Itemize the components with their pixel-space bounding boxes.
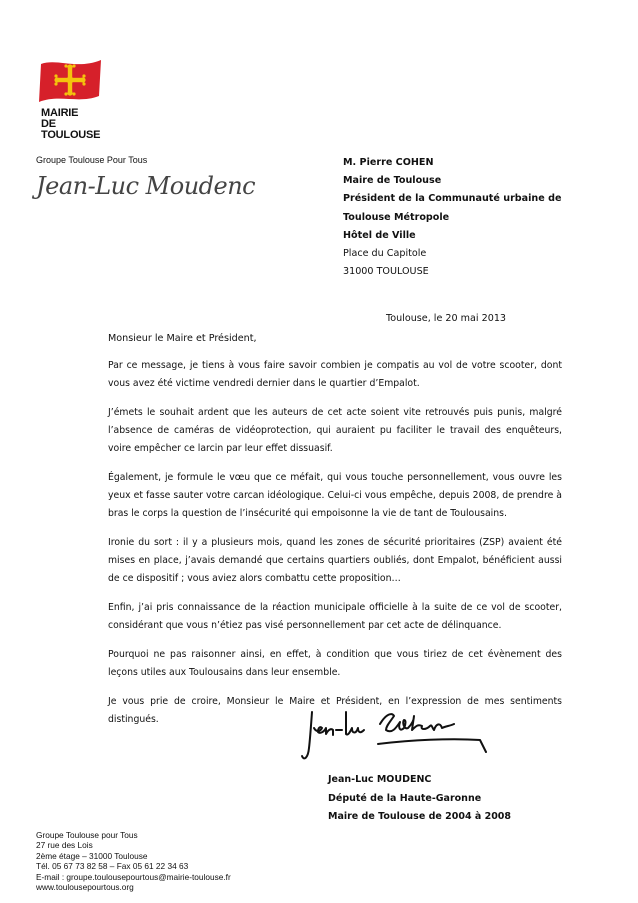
logo-line-2: DE [41,118,56,130]
recipient-line: Maire de Toulouse [343,175,442,187]
handwritten-signature [300,706,495,766]
signer-name: Jean-Luc MOUDENC [328,774,432,785]
recipient-address [343,154,603,281]
recipient-line: M. Pierre COHEN [343,157,434,168]
body-paragraph: J’émets le souhait ardent que les auteurs de cet acte soient vite retrouvés puis punis, malgré l’absence de caméras de vidéoprotection, qui auraient pu faciliter le travail des enquêteurs, voire empêcher ce larcin par leur effet dissuasif. [108,407,562,454]
body-paragraph: Je vous prie de croire, Monsieur le Maire et Président, en l’expression de mes sentiments distingués. [108,696,562,725]
logo-line-1: MAIRIE [41,107,79,119]
footer-email: E-mail : groupe.toulousepourtous@mairie-toulouse.fr [36,871,231,882]
sender-name-script: Jean-Luc Moudenc [36,172,256,200]
logo-line-3: TOULOUSE [41,129,101,141]
body-paragraph: Ironie du sort : il y a plusieurs mois, quand les zones de sécurité prioritaires (ZSP) avaient été mises en place, j’avais demandé que certains quartiers oubliés, dont Empalot, bénéficient aussi de ce dispositif ; vous aviez alors combattu cette proposition… [108,537,562,584]
footer-line: Tél. 05 67 73 82 58 – Fax 05 61 22 34 63 [36,861,189,872]
occitan-cross-flag-icon [37,56,103,106]
recipient-line: Président de la Communauté urbaine de [343,193,562,205]
recipient-line: Toulouse Métropole [343,211,450,223]
recipient-line: Place du Capitole [343,248,427,260]
recipient-line: Hôtel de Ville [343,229,416,241]
signer-title: Maire de Toulouse de 2004 à 2008 [328,811,512,822]
body-paragraph: Par ce message, je tiens à vous faire savoir combien je compatis au vol de votre scooter, dont vous avez été victime vendredi dernier dans le quartier d’Empalot. [108,360,562,389]
letter-date: Toulouse, le 20 mai 2013 [386,313,507,324]
footer-line: 27 rue des Lois [36,840,93,851]
footer-website: www.toulousepourtous.org [36,882,134,893]
signer-title: Député de la Haute-Garonne [328,792,482,804]
footer-contact [36,830,231,892]
mairie-de-toulouse-logo [37,56,109,146]
letter-body [108,357,562,740]
recipient-line: 31000 TOULOUSE [343,266,429,278]
signer-block [328,771,511,827]
salutation: Monsieur le Maire et Président, [108,333,257,344]
sender-group: Groupe Toulouse Pour Tous [36,155,148,165]
body-paragraph: Également, je formule le vœu que ce méfait, qui vous touche personnellement, vous ouvre les yeux et fasse sauter votre carcan idéologique. Celui-ci vous empêche, depuis 2008, de prendre à bras le corps la question de l’insécurité qui empoisonne la vie de tant de Toulousains. [108,472,562,519]
body-paragraph: Enfin, j’ai pris connaissance de la réaction municipale officielle à la suite de ce vol de scooter, considérant que vous n’étiez pas visé personnellement par cet acte de délinquance. [108,602,562,631]
footer-line: Groupe Toulouse pour Tous [36,830,138,840]
body-paragraph: Pourquoi ne pas raisonner ainsi, en effet, à condition que vous tiriez de cet évènement des leçons utiles aux Toulousains dans leur ensemble. [108,649,562,678]
footer-line: 2ème étage – 31000 Toulouse [36,850,148,861]
